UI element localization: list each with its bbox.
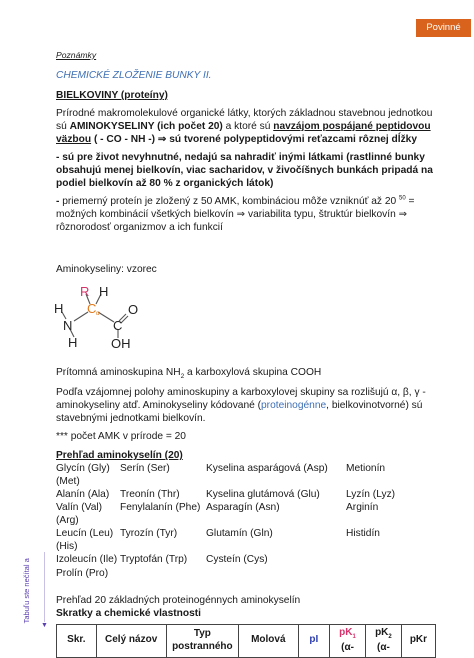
amino-row xyxy=(56,501,436,514)
alpha-text-part: , bielkovinotvorné) sú stavebnými jednotkami bielkovín. xyxy=(56,399,423,424)
header-molar: Molová xyxy=(239,624,298,657)
amino-cell xyxy=(120,540,206,553)
h-left-label: H xyxy=(54,300,64,316)
amino-cell: Glycín (Gly) xyxy=(56,463,110,475)
amino-cell: Alanín (Ala) xyxy=(56,489,110,501)
sidebar-text: Tabuľu ste nečítal a xyxy=(22,558,32,624)
bullet-essential: - sú pre život nevyhnutné, nedajú sa nahradiť inými látkami (rastlinné bunky obsahujú menej bielkovín, viac sacharidov, v živočíšnych bunkách pripadá na podiel bielkovín až 80 % z organických látok) xyxy=(56,152,433,190)
amino-cell xyxy=(206,514,346,527)
alpha-symbol: α xyxy=(96,310,100,317)
header-abbrev: Skr. xyxy=(57,624,97,657)
intro-text: a ktoré sú xyxy=(222,121,274,133)
amino-cell xyxy=(120,567,206,580)
alpha-text-part: Podľa vzájomnej polohy aminoskupiny a karboxylovej skupiny sa rozlišujú α, β, γ - aminokyseliny atď. Aminokyseliny kódované ( xyxy=(56,386,426,411)
amino-cell xyxy=(120,514,206,527)
amino-cell xyxy=(346,514,426,527)
header-pk2 xyxy=(365,624,401,657)
bullet-text: priemerný proteín je zložený z 50 AMK, kombináciou môže vzniknúť až 20 xyxy=(62,196,400,208)
amino-acid-list xyxy=(56,462,436,579)
amino-cell: Cysteín (Cys) xyxy=(206,554,268,566)
bullet-average-protein xyxy=(56,195,436,234)
header-side-chain-line2: postranného xyxy=(172,640,233,652)
table-header-row xyxy=(57,624,436,657)
amino-cell: Tryptofán (Trp) xyxy=(120,554,188,566)
header-pkr: pKr xyxy=(401,624,435,657)
section-title: BIELKOVINY (proteíny) xyxy=(56,90,168,102)
bullet-text: = možných kombinácií všetkých bielkovín ⇒ variabilita typu, štruktúr bielkovín ⇒ rôznorodosť organizmov a ich funkcií xyxy=(56,196,415,234)
amino-cell xyxy=(346,553,426,566)
intro-formula: ( - CO - NH -) ⇒ sú tvorené xyxy=(91,134,224,146)
sidebar-vertical-tab[interactable] xyxy=(21,556,33,626)
exponent: 50 xyxy=(399,195,406,202)
amino-row xyxy=(56,514,436,527)
amino-cell: Treonín (Thr) xyxy=(120,489,180,501)
header-pi: pI xyxy=(298,624,330,657)
amino-cell: Izoleucín (Ile) xyxy=(56,554,118,566)
proteinogenic-link[interactable]: proteinogénne xyxy=(261,399,327,411)
table-title: Skratky a chemické vlastnosti xyxy=(56,607,201,619)
amino-row xyxy=(56,553,436,566)
header-full-name: Celý názov xyxy=(96,624,166,657)
amino-row xyxy=(56,488,436,501)
oh-label: OH xyxy=(111,335,131,351)
groups-text xyxy=(56,366,436,381)
amino-acid-table xyxy=(56,624,436,658)
amino-cell: Leucín (Leu) xyxy=(56,528,114,540)
amino-cell: Asparagín (Asn) xyxy=(206,502,280,514)
c-label: C xyxy=(113,317,123,333)
amino-cell: Lyzín (Lyz) xyxy=(346,489,396,501)
header-pk2-label: pK xyxy=(375,626,389,638)
amino-cell xyxy=(206,475,346,488)
amino-row xyxy=(56,540,436,553)
amino-cell: Valín (Val) xyxy=(56,502,103,514)
chapter-title: CHEMICKÉ ZLOŽENIE BUNKY II. xyxy=(56,70,212,81)
amino-cell xyxy=(346,540,426,553)
intro-amino-acids: AMINOKYSELINY (ich počet 20) xyxy=(69,121,223,133)
subscript: 2 xyxy=(180,372,185,380)
table-caption: Prehľad 20 základných proteinogénnych aminokyselín xyxy=(56,594,301,606)
formula-label: Aminokyseliny: vzorec xyxy=(56,263,157,275)
amino-cell: Kyselina glutámová (Glu) xyxy=(206,489,320,501)
amino-cell: Prolín (Pro) xyxy=(56,567,109,579)
amino-cell: Kyselina asparágová (Asp) xyxy=(206,463,328,475)
amino-cell: (His) xyxy=(56,541,78,553)
intro-polypeptide: polypeptidovými reťazcami rôznej dĺžky xyxy=(223,134,418,146)
r-group-label: R xyxy=(80,283,90,299)
header-side-chain xyxy=(166,624,239,657)
alpha-amino-text xyxy=(56,386,436,425)
groups-text-part: a karboxylová skupina COOH xyxy=(184,366,322,378)
amino-row xyxy=(56,462,436,475)
intro-text: Prírodné makromolekulové organické látky, ktorých základnou stavebnou jednotkou sú xyxy=(56,108,433,133)
amino-cell xyxy=(346,567,426,580)
amino-row xyxy=(56,475,436,488)
document-body xyxy=(56,50,436,658)
amino-cell: Arginín xyxy=(346,502,379,514)
amino-cell: Metionín xyxy=(346,463,386,475)
h-top-label: H xyxy=(99,283,109,299)
sidebar-divider xyxy=(44,552,45,622)
header-side-chain-line1: Typ xyxy=(193,627,211,639)
overview-title: Prehľad aminokyselín (20) xyxy=(56,450,183,462)
c-alpha-label: C xyxy=(87,300,97,316)
amino-cell: Tyrozín (Tyr) xyxy=(120,528,178,540)
amino-cell xyxy=(120,475,206,488)
groups-text-part: Prítomná aminoskupina NH xyxy=(56,366,181,378)
header-pk1 xyxy=(330,624,366,657)
mandatory-badge[interactable]: Povinné xyxy=(416,19,471,37)
amk-count: *** počet AMK v prírode = 20 xyxy=(56,431,186,443)
o-label: O xyxy=(128,301,139,317)
amino-cell xyxy=(206,540,346,553)
bullet-dash: - xyxy=(56,196,63,208)
amino-row xyxy=(56,527,436,540)
amino-cell: Histidín xyxy=(346,528,380,540)
amino-cell: Serín (Ser) xyxy=(120,463,170,475)
amino-cell: Glutamín (Gln) xyxy=(206,528,273,540)
amino-acid-structure xyxy=(52,284,162,352)
n-label: N xyxy=(63,317,73,333)
header-pk1-sub: 1 xyxy=(352,633,356,640)
amino-cell xyxy=(346,475,426,488)
amino-cell: Fenylalanín (Phe) xyxy=(120,502,201,514)
intro-paragraph xyxy=(56,107,436,146)
note-label[interactable]: Poznámky xyxy=(56,50,97,60)
amino-cell: (Arg) xyxy=(56,515,79,527)
caret-down-icon[interactable]: ▼ xyxy=(41,622,48,629)
header-pk2-sub: 2 xyxy=(388,633,392,640)
intro-peptide-bond: navzájom pospájané peptidovou väzbou xyxy=(56,121,431,146)
amino-cell: (Met) xyxy=(56,476,80,488)
amino-row xyxy=(56,567,436,580)
amino-cell xyxy=(206,567,346,580)
h-bottom-label: H xyxy=(68,334,78,350)
header-pk1-cont: (α- xyxy=(341,641,354,653)
header-pk1-label: pK xyxy=(339,626,353,638)
header-pk2-cont: (α- xyxy=(377,641,390,653)
